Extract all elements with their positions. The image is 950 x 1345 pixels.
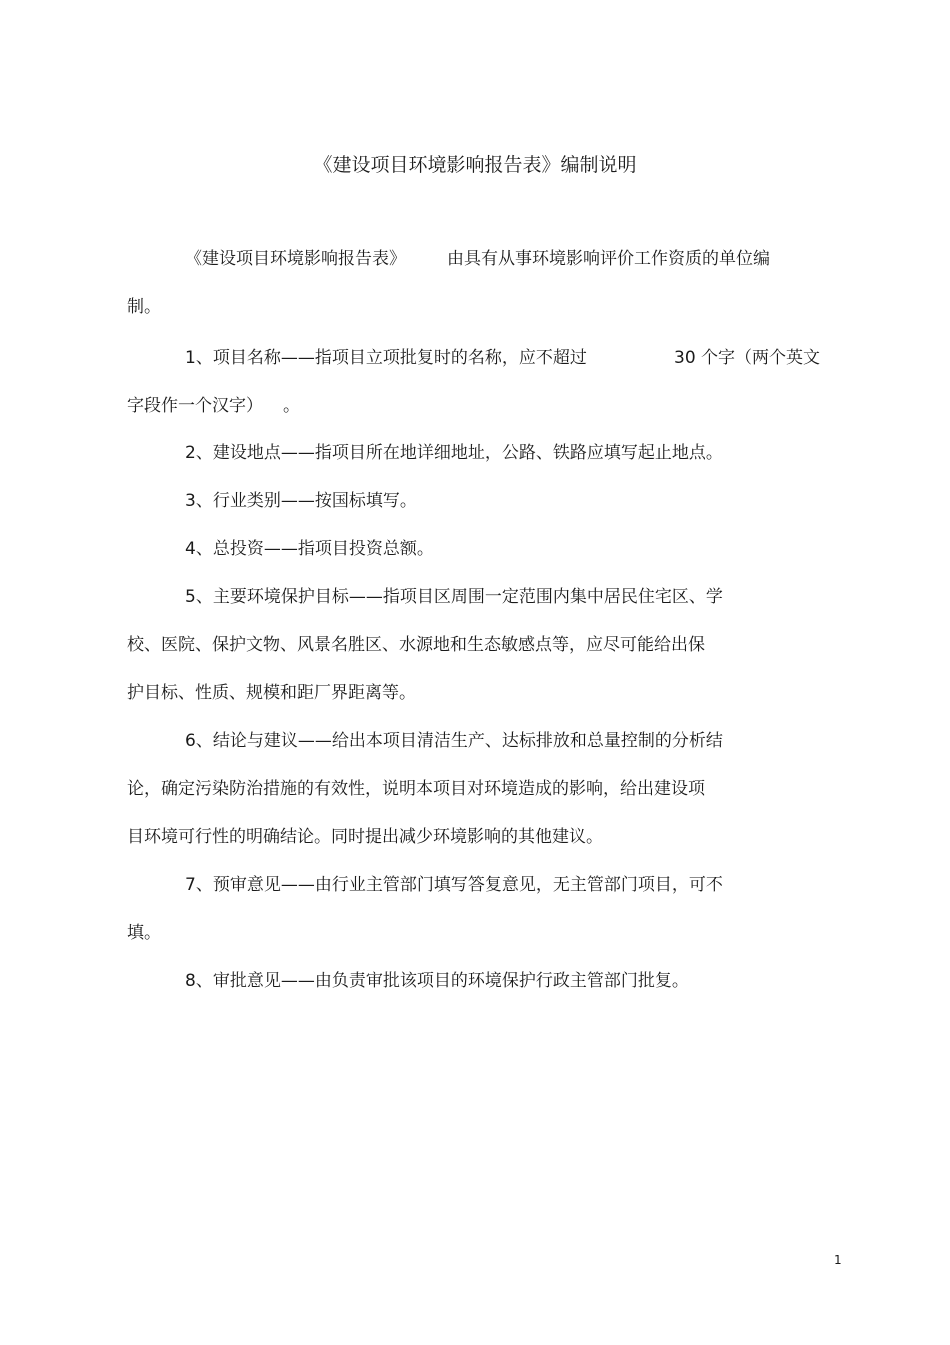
intro-text-part3: 制。: [127, 297, 161, 317]
intro-text-part2: 由具有从事环境影响评价工作资质的单位编: [447, 249, 770, 269]
intro-text-part1: 《建设项目环境影响报告表》: [185, 249, 406, 269]
item-1-line-1: 1、项目名称——指项目立项批复时的名称，应不超过: [185, 348, 587, 368]
item-6-line-2: 论，确定污染防治措施的有效性，说明本项目对环境造成的影响，给出建设项: [127, 779, 705, 799]
item-2-line-1: 2、建设地点——指项目所在地详细地址，公路、铁路应填写起止地点。: [185, 443, 723, 463]
document-title: 《建设项目环境影响报告表》编制说明: [313, 154, 637, 176]
item-7-line-2: 填。: [127, 923, 161, 943]
item-5-line-3: 护目标、性质、规模和距厂界距离等。: [127, 683, 416, 703]
item-1-line-4: 。: [283, 396, 300, 416]
item-6-line-3: 目环境可行性的明确结论。同时提出减少环境影响的其他建议。: [127, 827, 603, 847]
item-7-line-1: 7、预审意见——由行业主管部门填写答复意见，无主管部门项目，可不: [185, 875, 723, 895]
item-4-line-1: 4、总投资——指项目投资总额。: [185, 539, 434, 559]
item-5-line-2: 校、医院、保护文物、风景名胜区、水源地和生态敏感点等，应尽可能给出保: [127, 635, 705, 655]
page-number: 1: [834, 1253, 842, 1267]
item-8-line-1: 8、审批意见——由负责审批该项目的环境保护行政主管部门批复。: [185, 971, 689, 991]
item-6-line-1: 6、结论与建议——给出本项目清洁生产、达标排放和总量控制的分析结: [185, 731, 723, 751]
item-1-line-2: 30 个字（两个英文: [674, 348, 821, 368]
item-5-line-1: 5、主要环境保护目标——指项目区周围一定范围内集中居民住宅区、学: [185, 587, 723, 607]
item-1-line-3: 字段作一个汉字）: [127, 396, 263, 416]
item-3-line-1: 3、行业类别——按国标填写。: [185, 491, 417, 511]
